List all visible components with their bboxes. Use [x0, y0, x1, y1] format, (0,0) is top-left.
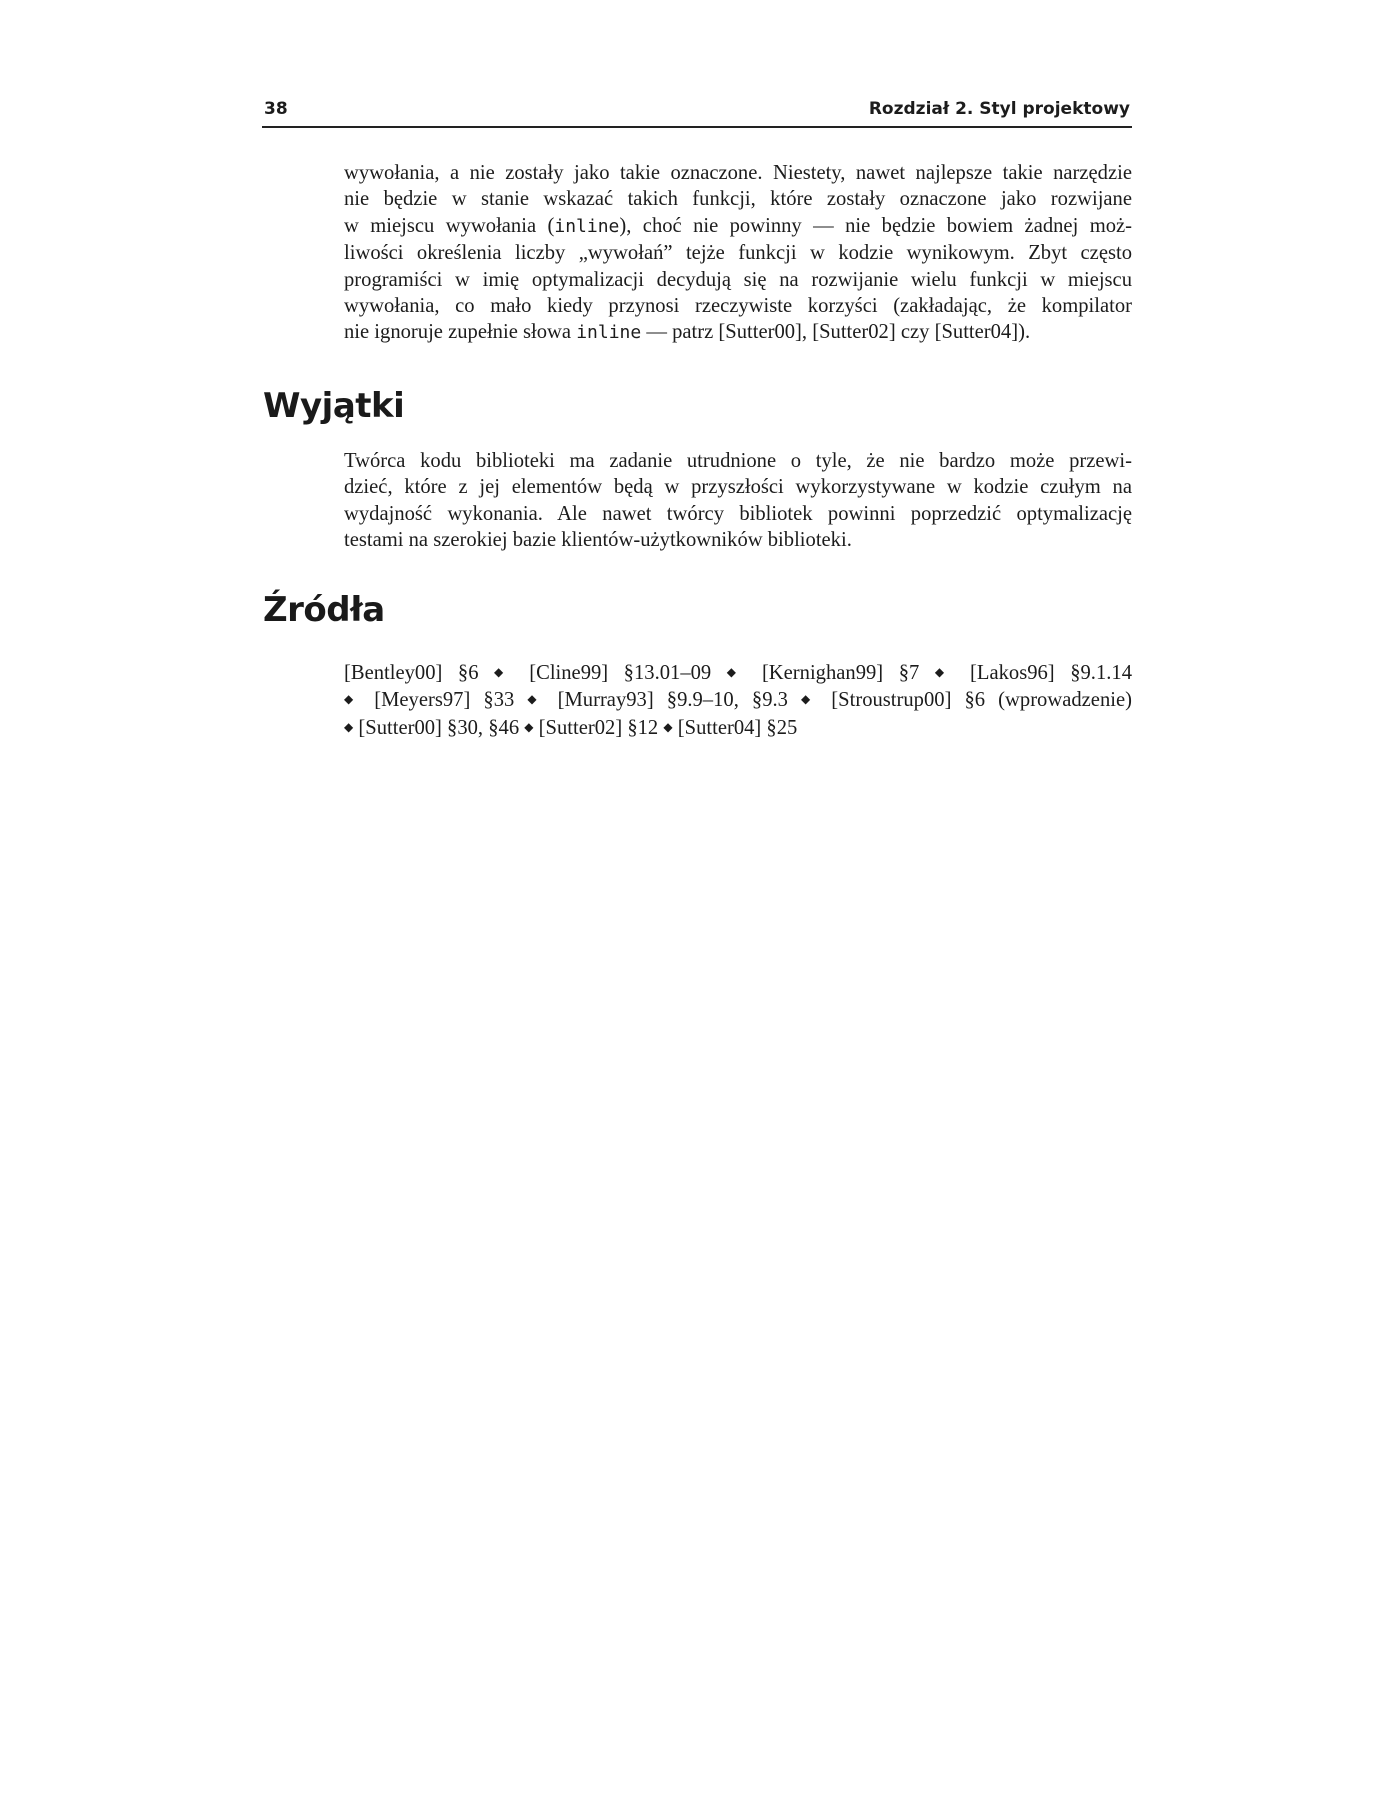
text-line: nie ignoruje zupełnie słowa inline — patrz [Sutter00], [Sutter02] czy [Sutter04]).: [344, 321, 1031, 344]
text-line: [344, 659, 1132, 686]
section-heading-sources: Źródła: [263, 590, 385, 630]
references-list: [344, 659, 1132, 741]
text-line: wydajność wykonania. Ale nawet twórcy bibliotek powinni poprzedzić optymalizację: [344, 502, 1132, 525]
diamond-bullet-icon: ◆: [524, 719, 534, 734]
diamond-bullet-icon: ◆: [663, 719, 673, 734]
text-line: dzieć, które z jej elementów będą w przyszłości wykorzystywane w kodzie czułym na: [344, 476, 1132, 499]
reference-item: [Sutter04] §25: [677, 716, 798, 739]
running-title: Rozdział 2. Styl projektowy: [868, 99, 1130, 119]
diamond-bullet-icon: ◆: [527, 692, 545, 707]
diamond-bullet-icon: ◆: [726, 665, 747, 679]
text-line: [344, 686, 1132, 713]
text-line: programiści w imię optymalizacji decydują się na rozwijanie wielu funkcji w miejscu: [344, 268, 1132, 291]
text-line: testami na szerokiej bazie klientów-użytkowników biblioteki.: [344, 529, 852, 552]
reference-item: [Bentley00] §6: [344, 662, 479, 684]
text-line: wywołania, a nie zostały jako takie oznaczone. Niestety, nawet najlepsze takie narzędzie: [344, 162, 1132, 184]
page-header: [262, 96, 1132, 128]
text-line: Twórca kodu biblioteki ma zadanie utrudnione o tyle, że nie bardzo może przewi-: [344, 450, 1132, 472]
text-line: [344, 714, 1132, 741]
reference-item: [Cline99] §13.01–09: [529, 662, 712, 684]
section-heading-exceptions: Wyjątki: [263, 386, 405, 426]
inline-code: inline: [576, 322, 642, 344]
intro-paragraph: [344, 160, 1132, 347]
reference-item: [Sutter00] §30, §46: [358, 716, 520, 739]
diamond-bullet-icon: ◆: [801, 692, 819, 707]
reference-item: [Meyers97] §33: [374, 689, 515, 712]
text-line: liwości określenia liczby „wywołań” tejże funkcji w kodzie wynikowym. Zbyt często: [344, 242, 1132, 265]
diamond-bullet-icon: ◆: [934, 665, 955, 679]
reference-item: [Lakos96] §9.1.14: [970, 662, 1132, 684]
diamond-bullet-icon: ◆: [494, 665, 514, 679]
reference-item: [Murray93] §9.9–10, §9.3: [557, 689, 788, 712]
exceptions-paragraph: [344, 448, 1132, 554]
diamond-bullet-icon: ◆: [344, 692, 362, 707]
reference-item: [Sutter02] §12: [538, 716, 659, 739]
text-line: w miejscu wywołania (inline), choć nie powinny — nie będzie bowiem żadnej moż-: [344, 214, 1133, 237]
inline-code: inline: [554, 215, 620, 237]
text-line: nie będzie w stanie wskazać takich funkcji, które zostały oznaczone jako rozwijane: [344, 188, 1132, 211]
diamond-bullet-icon: ◆: [344, 719, 354, 734]
text-line: wywołania, co mało kiedy przynosi rzeczywiste korzyści (zakładając, że kompilator: [344, 295, 1132, 318]
page-number: 38: [264, 99, 288, 119]
reference-item: [Kernighan99] §7: [761, 662, 920, 684]
reference-item: [Stroustrup00] §6 (wprowadzenie): [831, 689, 1132, 712]
